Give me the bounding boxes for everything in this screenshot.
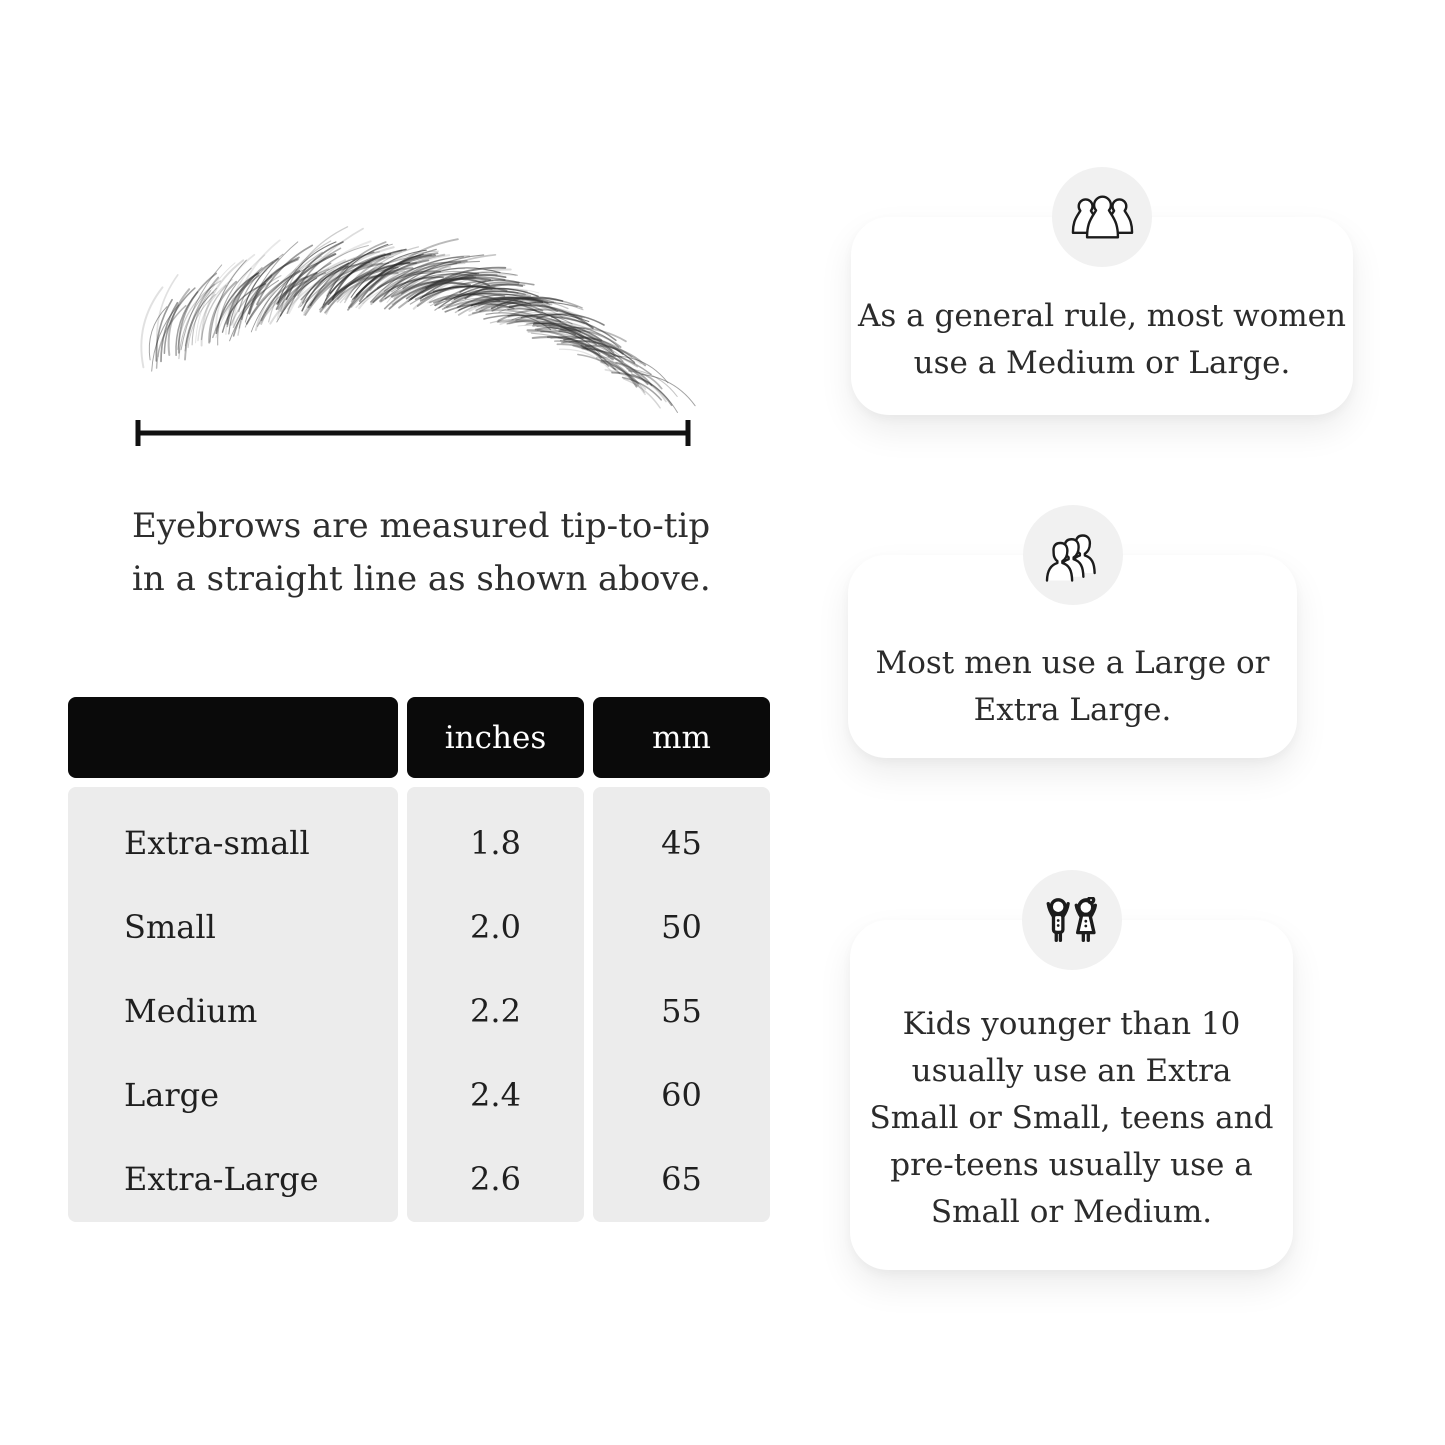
inches-value: 1.8 <box>470 824 521 862</box>
mm-value: 50 <box>661 908 702 946</box>
kids-card-text <box>850 920 1293 1270</box>
men-icon-badge <box>1023 505 1123 605</box>
size-label-column <box>68 787 398 1222</box>
mm-value: 65 <box>661 1160 702 1198</box>
women-card-line-1: As a general rule, most women <box>858 298 1346 334</box>
kids-card-line-2: usually use an Extra <box>911 1052 1232 1089</box>
eyebrow-sketch <box>141 227 695 413</box>
mm-value: 45 <box>661 824 702 862</box>
kids-card-line-3: Small or Small, teens and <box>869 1099 1274 1136</box>
header-cell-mm: mm <box>593 697 770 778</box>
kids-card-line-4: pre-teens usually use a <box>890 1146 1253 1183</box>
kids-icon-badge <box>1022 870 1122 970</box>
kids-card-line-1: Kids younger than 10 <box>902 1005 1241 1042</box>
women-icon-badge <box>1052 167 1152 267</box>
size-label: Large <box>124 1076 220 1114</box>
header-cell-size <box>68 697 398 778</box>
size-label: Extra-small <box>124 824 310 862</box>
inches-value: 2.4 <box>470 1076 521 1114</box>
size-table-header <box>68 697 770 778</box>
size-label: Medium <box>124 992 258 1030</box>
men-info-card <box>848 555 1297 758</box>
measurement-line <box>138 420 688 446</box>
caption-line-1: Eyebrows are measured tip-to-tip <box>132 506 711 546</box>
eyebrow-illustration <box>90 210 730 460</box>
size-label: Extra-Large <box>124 1160 319 1198</box>
kids-card-line-5: Small or Medium. <box>930 1193 1213 1230</box>
men-card-line-2: Extra Large. <box>973 691 1172 728</box>
men-group-icon <box>1044 528 1102 583</box>
inches-value: 2.0 <box>470 908 521 946</box>
inches-value: 2.2 <box>470 992 521 1030</box>
women-group-icon <box>1070 195 1135 239</box>
header-cell-inches: inches <box>407 697 584 778</box>
women-card-line-2: use a Medium or Large. <box>913 345 1291 381</box>
inches-value: 2.6 <box>470 1160 521 1198</box>
size-label: Small <box>124 908 216 946</box>
mm-value: 55 <box>661 992 702 1030</box>
men-card-line-1: Most men use a Large or <box>875 644 1270 681</box>
women-info-card <box>851 217 1353 415</box>
mm-column <box>593 787 770 1222</box>
mm-value: 60 <box>661 1076 702 1114</box>
measurement-caption <box>132 500 711 606</box>
caption-line-2: in a straight line as shown above. <box>132 559 711 599</box>
kids-info-card <box>850 920 1293 1270</box>
size-table-body <box>68 787 770 1222</box>
inches-column <box>407 787 584 1222</box>
kids-icon <box>1043 897 1101 944</box>
